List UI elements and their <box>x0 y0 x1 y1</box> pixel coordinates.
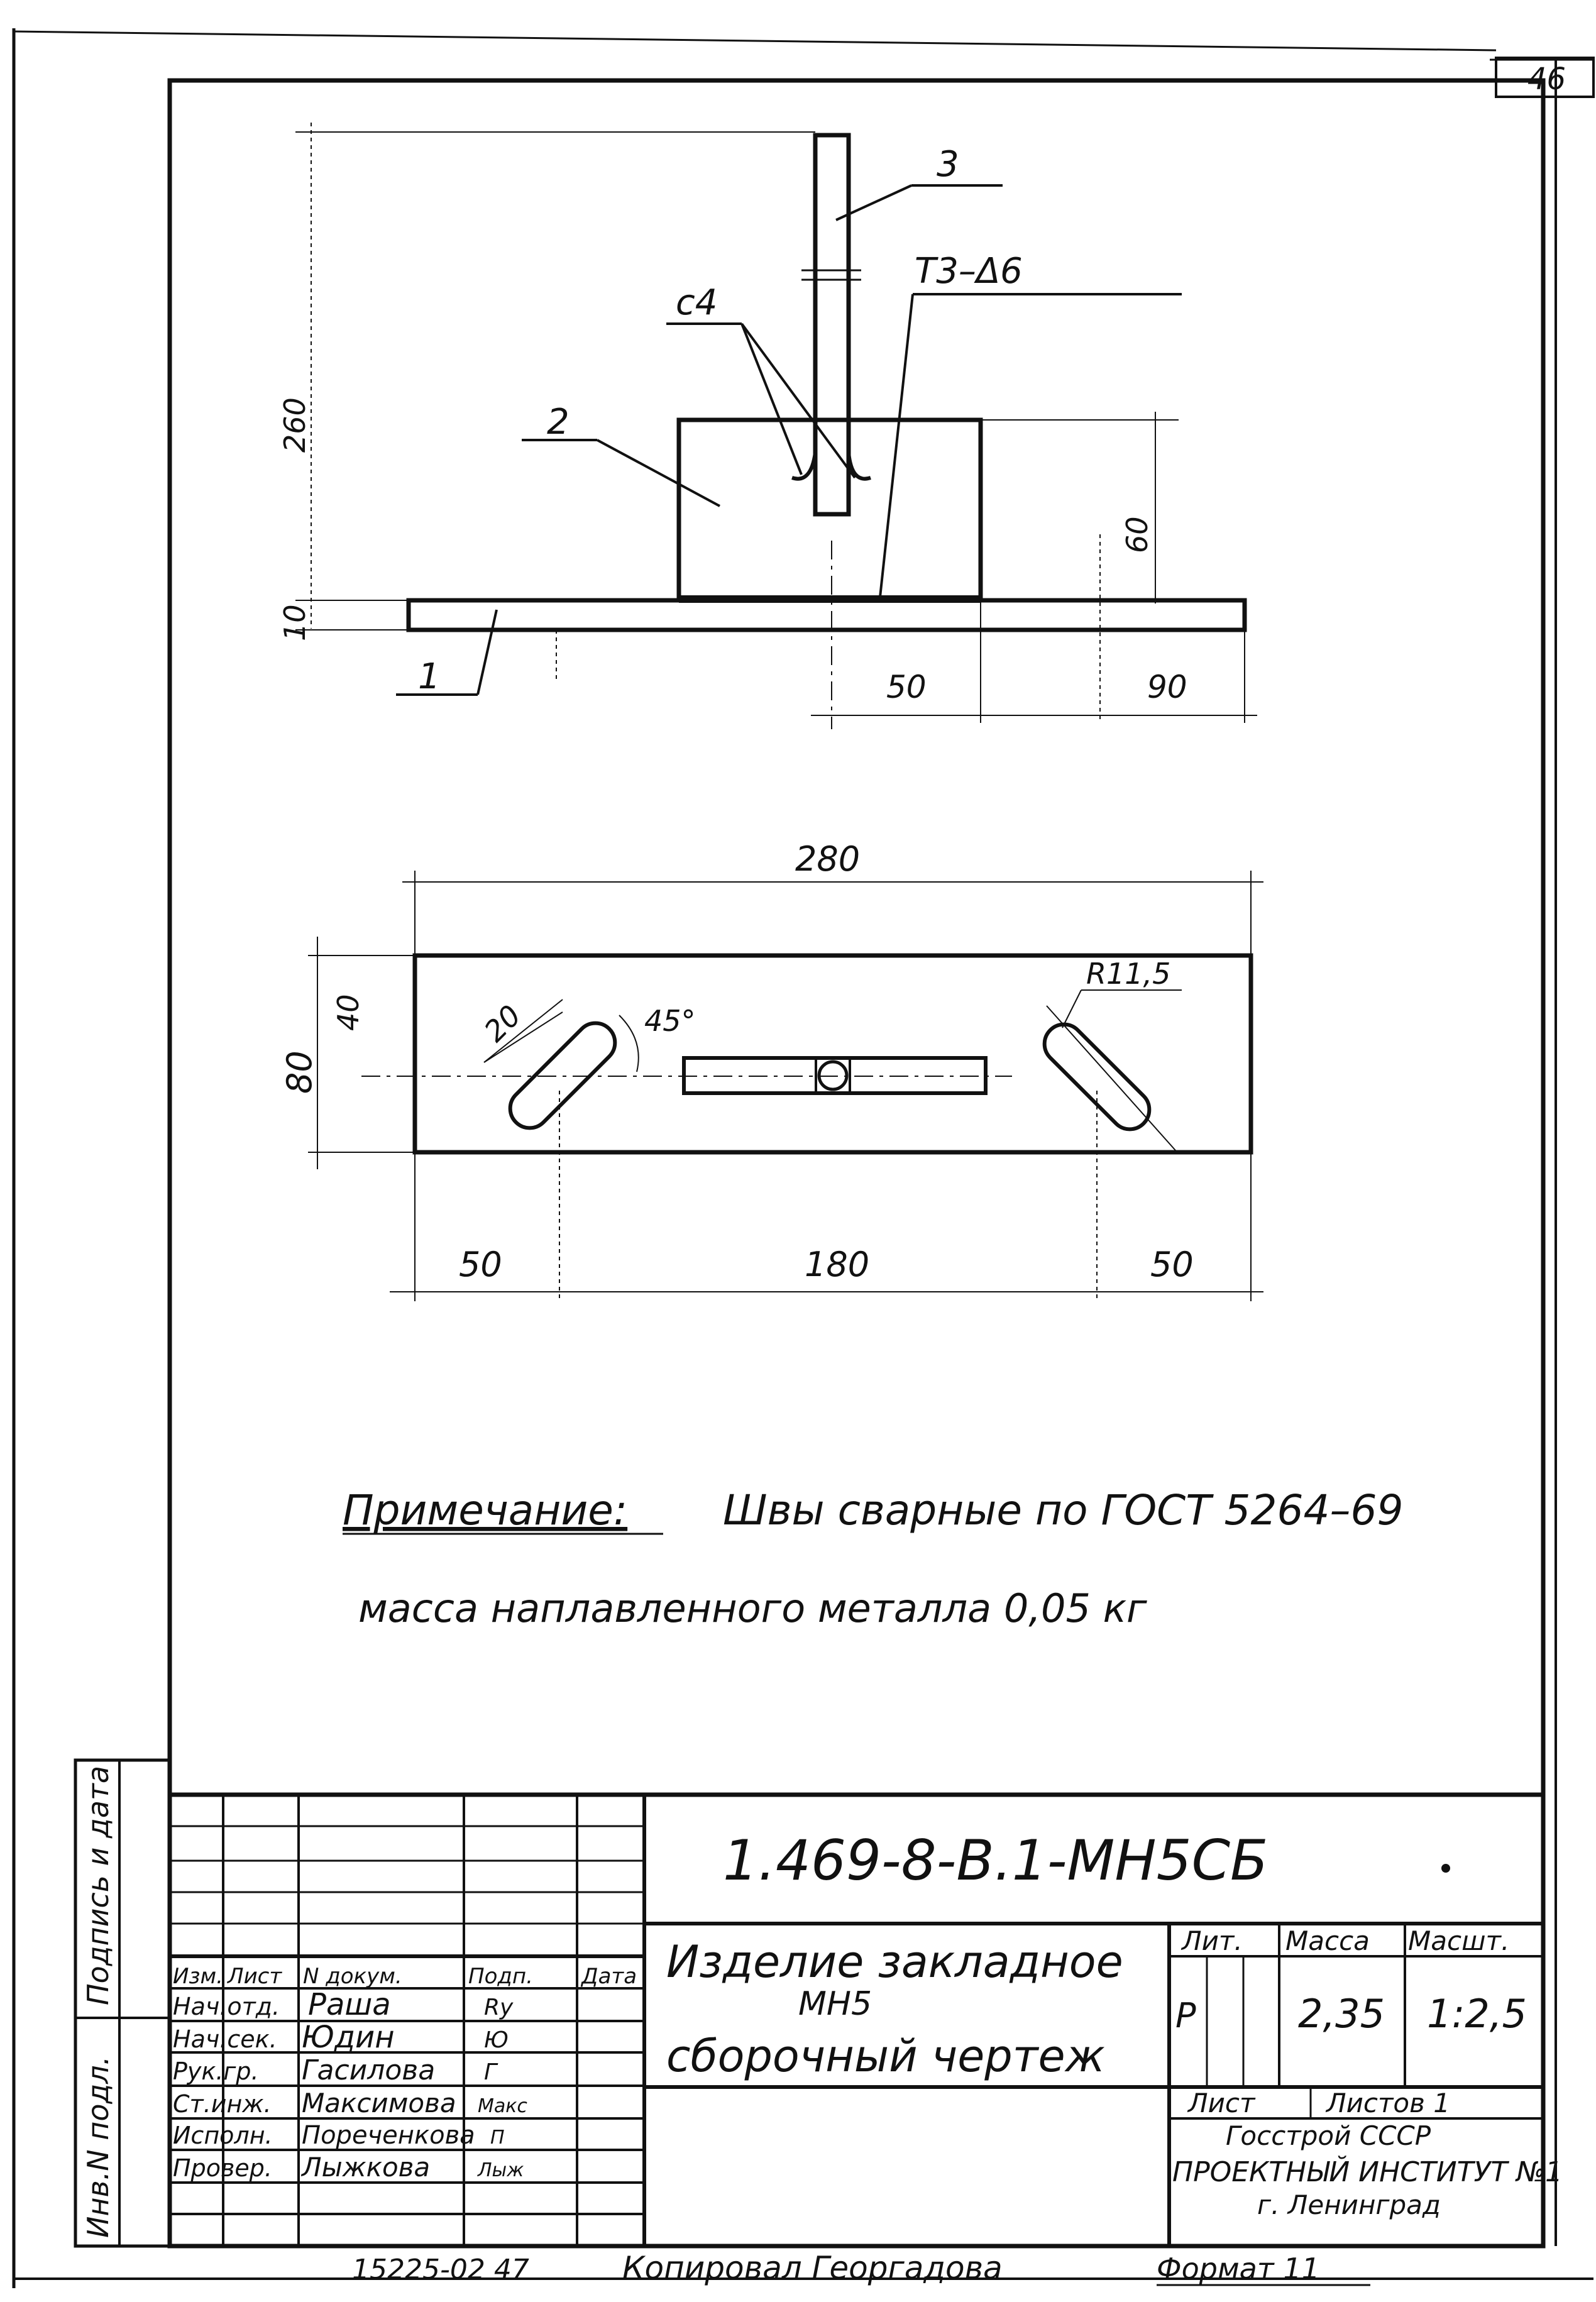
dim-10: 10 <box>278 604 312 641</box>
dim-260: 260 <box>278 397 312 453</box>
staff-sign-6: Лыж <box>478 2159 524 2181</box>
dim-280: 280 <box>795 839 861 879</box>
side-stamp-signature-date: Подпись и дата <box>81 1765 115 2005</box>
callout-c4: с4 <box>676 282 718 323</box>
title-block <box>170 1795 1563 2246</box>
leader-c4-a <box>742 324 801 475</box>
side-stamp-inv-no: Инв.N подл. <box>81 2056 115 2238</box>
staff-sign-1: Ry <box>484 1995 514 2020</box>
staff-sign-5: П <box>490 2127 505 2149</box>
dim-45: 45° <box>644 1004 696 1038</box>
scale-label: Масшт. <box>1408 1925 1510 1956</box>
front-view <box>278 123 1257 729</box>
mass-value: 2,35 <box>1298 1991 1385 2037</box>
staff-name-4: Максимова <box>302 2088 456 2118</box>
slot-right-axis <box>1047 1006 1175 1150</box>
hdr-list: Лист <box>228 1964 282 1989</box>
leader-weld <box>880 294 913 597</box>
staff-name-2: Юдин <box>302 2020 395 2055</box>
name-line-2: МН5 <box>798 1985 872 2023</box>
rod <box>815 135 849 514</box>
base-plate <box>409 600 1245 630</box>
hdr-ndoc: N докум. <box>303 1964 402 1989</box>
staff-role-6: Провер. <box>173 2154 272 2182</box>
callout-2: 2 <box>547 402 570 443</box>
hdr-izm: Изм. <box>173 1964 223 1989</box>
drawing-frame <box>170 80 1543 2246</box>
staff-role-2: Нач.сек. <box>173 2025 277 2053</box>
org-line-1: Госстрой СССР <box>1226 2120 1431 2151</box>
staff-sign-4: Макс <box>478 2095 527 2117</box>
hdr-podp: Подп. <box>468 1964 533 1989</box>
format-label: Формат 11 <box>1157 2252 1320 2286</box>
mass-label: Масса <box>1285 1925 1370 1956</box>
name-line-3: сборочный чертеж <box>666 2030 1105 2082</box>
callout-3: 3 <box>937 144 959 185</box>
note-line-2: масса наплавленного металла 0,05 кг <box>358 1585 1147 1631</box>
slot-right <box>1037 1016 1157 1137</box>
designation-dot <box>1441 1864 1450 1873</box>
angle-arc <box>619 1015 639 1072</box>
sheets-label: Листов 1 <box>1326 2088 1450 2118</box>
name-line-1: Изделие закладное <box>666 1936 1123 1988</box>
leader-1 <box>478 610 497 695</box>
staff-name-3: Гасилова <box>302 2054 436 2086</box>
staff-name-5: Пореченкова <box>302 2121 475 2150</box>
callout-weld: Т3–Δ6 <box>915 251 1023 292</box>
copied-by: Копировал Георгадова <box>622 2250 1003 2286</box>
dim-80: 80 <box>280 1050 319 1094</box>
sheet-label: Лист <box>1188 2088 1255 2118</box>
hdr-data: Дата <box>581 1964 637 1989</box>
staff-name-6: Лыжкова <box>302 2152 431 2183</box>
staff-role-4: Ст.инж. <box>173 2090 272 2118</box>
radius-label: R11,5 <box>1086 957 1171 991</box>
order-number: 15225-02 47 <box>352 2254 529 2286</box>
note-line-1: Швы сварные по ГОСТ 5264–69 <box>723 1486 1404 1534</box>
scale-value: 1:2,5 <box>1427 1991 1527 2037</box>
sheet-outer-top <box>14 31 1496 50</box>
plan-view <box>280 839 1263 1301</box>
callout-1: 1 <box>418 656 441 697</box>
staff-sign-3: Г <box>484 2059 497 2085</box>
staff-sign-2: Ю <box>484 2027 509 2053</box>
staff-role-3: Рук.гр. <box>173 2057 259 2085</box>
staff-role-5: Исполн. <box>173 2122 273 2149</box>
dim-50-left: 50 <box>459 1245 502 1284</box>
org-line-2: ПРОЕКТНЫЙ ИНСТИТУТ №1 <box>1172 2156 1563 2188</box>
dim-50-front: 50 <box>886 669 927 705</box>
designation: 1.469-8-В.1-МН5СБ <box>723 1828 1269 1893</box>
dim-60: 60 <box>1120 516 1154 553</box>
dim-40: 40 <box>331 994 365 1031</box>
staff-name-1: Раша <box>308 1987 391 2022</box>
dim-90: 90 <box>1147 669 1187 705</box>
leader-2 <box>597 440 720 506</box>
lit-value: Р <box>1175 1996 1196 2035</box>
sheet-number: 46 <box>1527 62 1566 97</box>
org-line-3: г. Ленинград <box>1257 2189 1441 2220</box>
dim-50-right: 50 <box>1150 1245 1194 1284</box>
staff-role-1: Нач.отд. <box>173 1993 280 2020</box>
lit-label: Лит. <box>1182 1925 1243 1956</box>
leader-c4-b <box>742 324 855 478</box>
note-label: Примечание: <box>343 1486 628 1534</box>
vertical-plate <box>679 420 981 600</box>
dim-20: 20 <box>477 998 528 1049</box>
dim-180: 180 <box>805 1245 870 1284</box>
radius-leader <box>1062 990 1081 1028</box>
